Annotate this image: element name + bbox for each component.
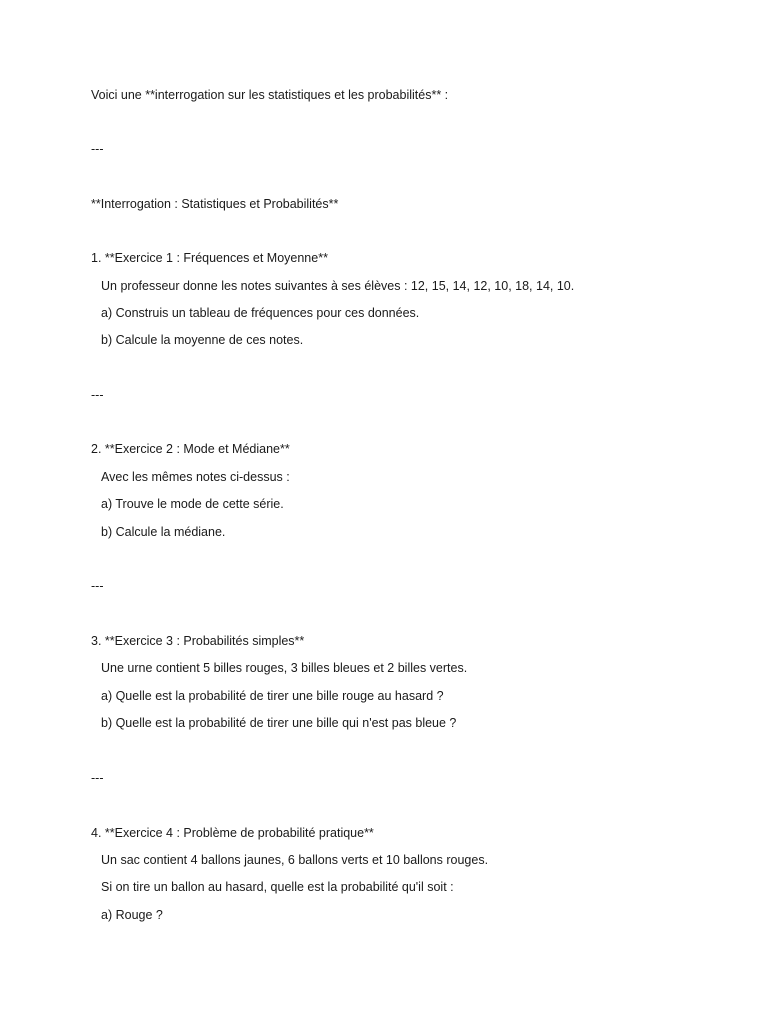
document-title: **Interrogation : Statistiques et Probabilités** bbox=[91, 197, 339, 211]
exercise-1-question-b: b) Calcule la moyenne de ces notes. bbox=[101, 333, 304, 347]
exercise-3-statement: Une urne contient 5 billes rouges, 3 billes bleues et 2 billes vertes. bbox=[101, 661, 468, 675]
exercise-4-question: Si on tire un ballon au hasard, quelle est la probabilité qu'il soit : bbox=[101, 880, 454, 894]
exercise-2-statement: Avec les mêmes notes ci-dessus : bbox=[101, 470, 290, 484]
exercise-3-question-b: b) Quelle est la probabilité de tirer une bille qui n'est pas bleue ? bbox=[101, 716, 457, 730]
exercise-4-question-a: a) Rouge ? bbox=[101, 908, 163, 922]
separator: --- bbox=[91, 579, 104, 593]
exercise-2-heading: 2. **Exercice 2 : Mode et Médiane** bbox=[91, 442, 290, 456]
exercise-1-heading: 1. **Exercice 1 : Fréquences et Moyenne** bbox=[91, 251, 328, 265]
exercise-3-heading: 3. **Exercice 3 : Probabilités simples** bbox=[91, 634, 305, 648]
exercise-2-question-b: b) Calcule la médiane. bbox=[101, 525, 226, 539]
intro-text: Voici une **interrogation sur les statistiques et les probabilités** : bbox=[91, 88, 449, 102]
exercise-3-question-a: a) Quelle est la probabilité de tirer une bille rouge au hasard ? bbox=[101, 689, 444, 703]
exercise-2-question-a: a) Trouve le mode de cette série. bbox=[101, 497, 284, 511]
separator: --- bbox=[91, 388, 104, 402]
separator: --- bbox=[91, 771, 104, 785]
exercise-1-statement: Un professeur donne les notes suivantes à ses élèves : 12, 15, 14, 12, 10, 18, 14, 10. bbox=[101, 279, 575, 293]
exercise-4-heading: 4. **Exercice 4 : Problème de probabilité pratique** bbox=[91, 826, 374, 840]
separator: --- bbox=[91, 142, 104, 156]
exercise-1-question-a: a) Construis un tableau de fréquences pour ces données. bbox=[101, 306, 420, 320]
exercise-4-statement: Un sac contient 4 ballons jaunes, 6 ballons verts et 10 ballons rouges. bbox=[101, 853, 489, 867]
